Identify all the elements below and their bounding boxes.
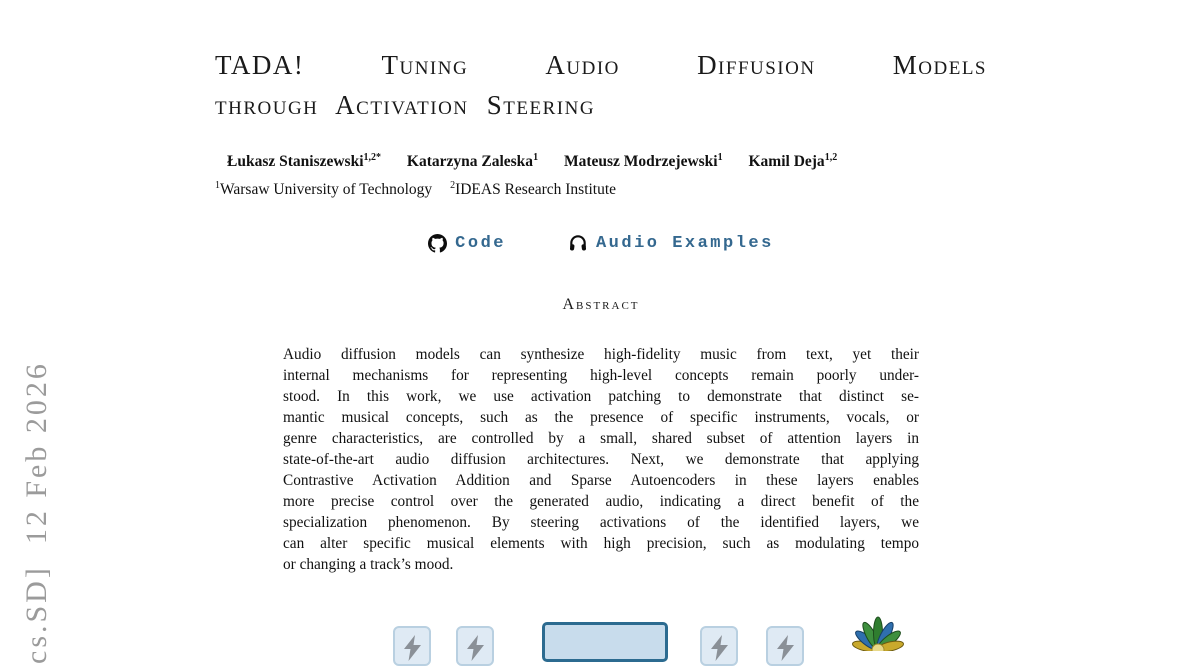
title-word: Audio — [545, 50, 620, 80]
affiliation-sup: 2 — [450, 180, 456, 191]
lightning-icon — [467, 635, 484, 664]
lightning-icon — [777, 635, 794, 664]
page-title — [215, 50, 987, 81]
affiliation-name: IDEAS Research Institute — [455, 181, 617, 198]
author-affil-sup: 1,2* — [363, 152, 382, 163]
abstract-line: internal mechanisms for representing high-level concepts remain poorly under- — [283, 367, 919, 384]
attention-block — [393, 626, 431, 666]
abstract-body — [283, 344, 919, 575]
page-title-line2: through Activation Steering — [215, 90, 596, 120]
author — [564, 153, 723, 170]
author-name: Katarzyna Zaleska — [406, 153, 534, 170]
author — [227, 153, 381, 170]
title-word: TADA! — [215, 50, 305, 80]
abstract-heading: Abstract — [562, 296, 640, 313]
affiliation — [215, 181, 432, 198]
headphones-icon — [568, 233, 588, 253]
arxiv-watermark: cs.SD] 12 Feb 2026 — [20, 361, 53, 664]
title-word: Tuning — [381, 50, 469, 80]
abstract-line: or changing a track’s mood. — [283, 556, 454, 573]
github-icon — [428, 234, 447, 253]
abstract-line: more precise control over the generated audio, indicating a direct benefit of the — [283, 493, 919, 510]
author — [748, 153, 837, 170]
abstract-line: stood. In this work, we use activation patching to demonstrate that distinct se- — [283, 388, 919, 405]
affiliation-list — [215, 181, 630, 199]
lightning-icon — [404, 635, 421, 664]
author-name: Kamil Deja — [748, 153, 825, 170]
affiliation-sup: 1 — [215, 180, 220, 191]
abstract-line: specialization phenomenon. By steering activations of the identified layers, we — [283, 514, 919, 531]
author-list — [227, 153, 859, 171]
code-link-label: Code — [455, 233, 506, 253]
abstract-line: mantic musical concepts, such as the presence of specific instruments, vocals, or — [283, 409, 919, 426]
title-word: Models — [892, 50, 987, 80]
attention-block — [766, 626, 804, 666]
author-affil-sup: 1,2 — [824, 152, 838, 163]
lightning-icon — [711, 635, 728, 664]
abstract-line: state-of-the-art audio diffusion architectures. Next, we demonstrate that applying — [283, 451, 919, 468]
author-name: Mateusz Modrzejewski — [563, 153, 718, 170]
attention-block — [700, 626, 738, 666]
code-link[interactable] — [428, 234, 506, 253]
title-word: Diffusion — [697, 50, 816, 80]
author-name: Łukasz Staniszewski — [227, 153, 364, 170]
abstract-line: Audio diffusion models can synthesize high-fidelity music from text, yet their — [283, 346, 919, 363]
author — [407, 153, 538, 170]
abstract-line: genre characteristics, are controlled by a small, shared subset of attention layers in — [283, 430, 919, 447]
abstract-line: can alter specific musical elements with high precision, such as modulating tempo — [283, 535, 919, 552]
audio-examples-link-label: Audio Examples — [595, 233, 774, 253]
affiliation — [450, 181, 616, 198]
audio-examples-link[interactable] — [568, 233, 774, 253]
highlighted-block — [542, 622, 668, 662]
affiliation-name: Warsaw University of Technology — [220, 181, 433, 198]
author-affil-sup: 1 — [717, 152, 723, 163]
flower-image — [847, 615, 909, 656]
author-affil-sup: 1 — [533, 152, 539, 163]
abstract-line: Contrastive Activation Addition and Sparse Autoencoders in these layers enables — [283, 472, 919, 489]
external-links-row — [215, 233, 987, 253]
attention-block — [456, 626, 494, 666]
